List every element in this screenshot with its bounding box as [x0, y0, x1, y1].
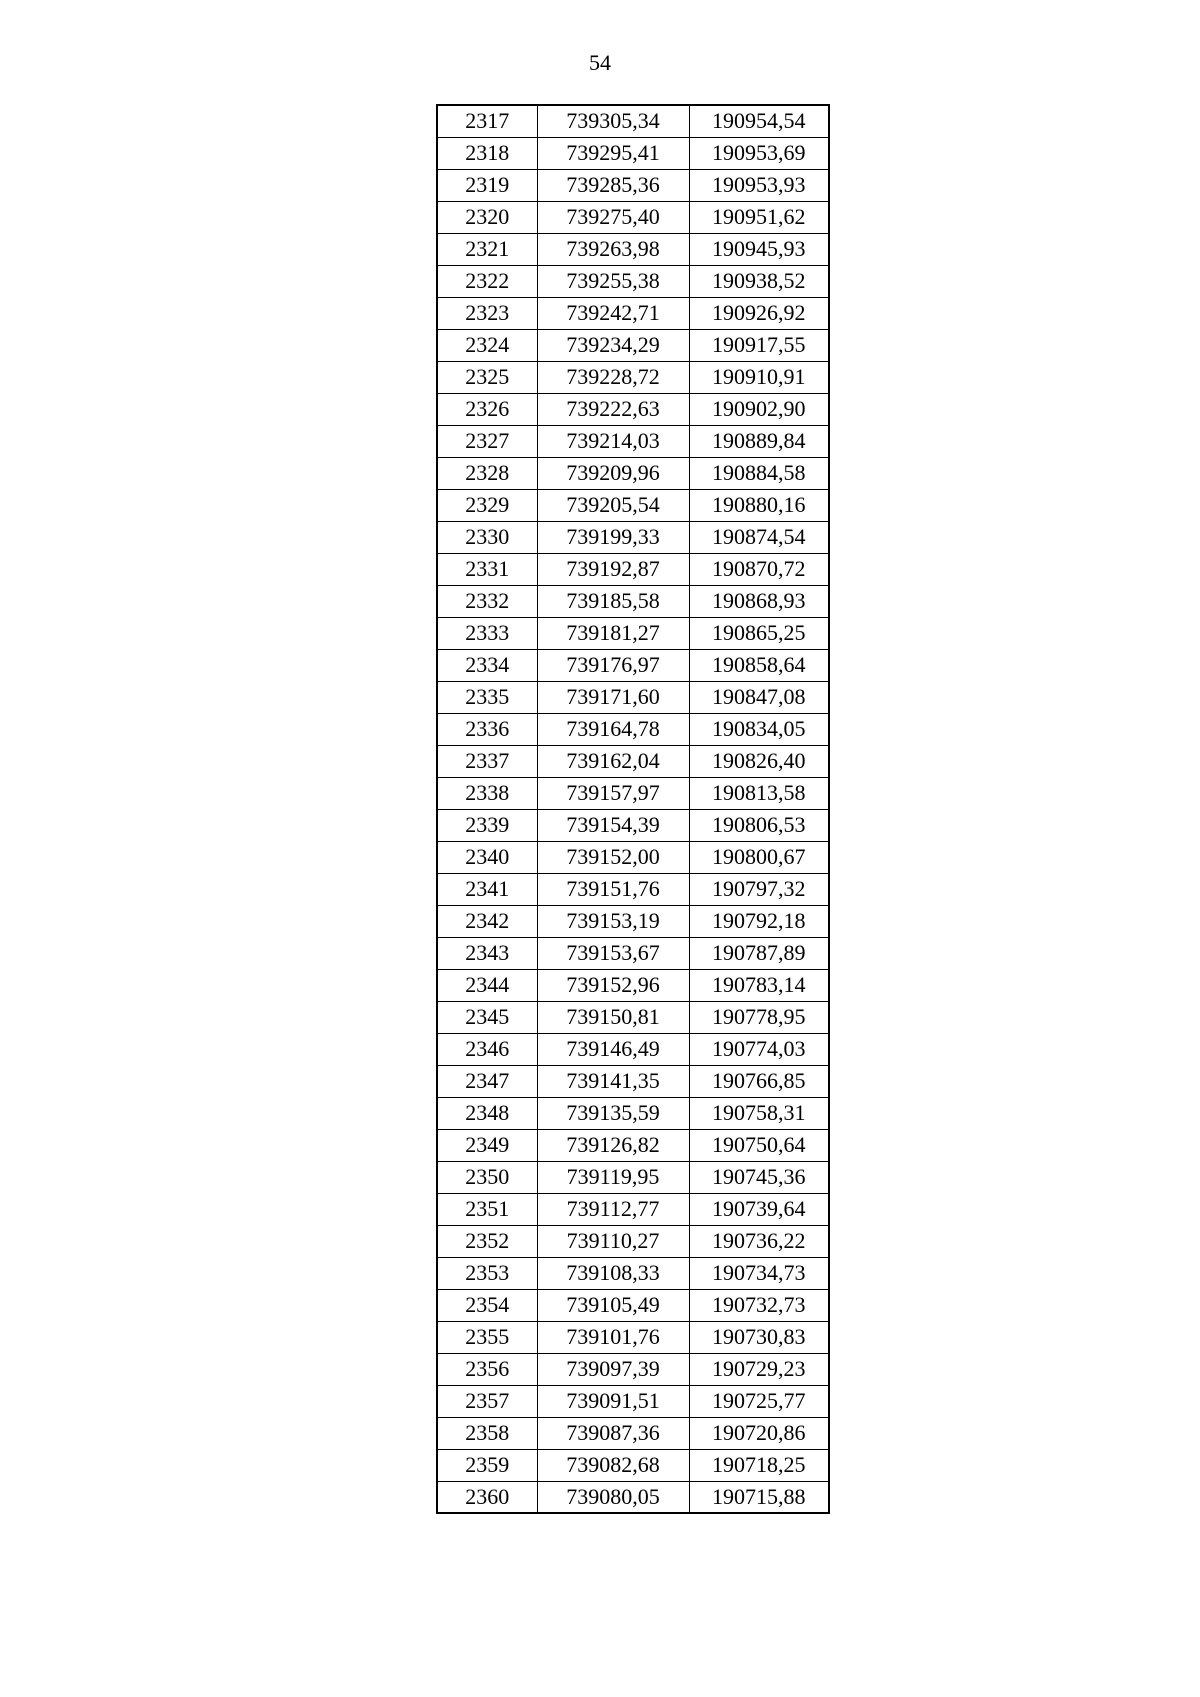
point-number-cell: 2318 — [437, 137, 537, 169]
x-coordinate-cell: 739108,33 — [537, 1257, 689, 1289]
table-row — [437, 681, 829, 713]
y-coordinate-cell: 190902,90 — [689, 393, 829, 425]
y-coordinate-cell: 190884,58 — [689, 457, 829, 489]
y-coordinate-cell: 190778,95 — [689, 1001, 829, 1033]
point-number-cell: 2337 — [437, 745, 537, 777]
y-coordinate-cell: 190800,67 — [689, 841, 829, 873]
point-number-cell: 2348 — [437, 1097, 537, 1129]
x-coordinate-cell: 739080,05 — [537, 1481, 689, 1513]
x-coordinate-cell: 739192,87 — [537, 553, 689, 585]
table-row — [437, 393, 829, 425]
y-coordinate-cell: 190732,73 — [689, 1289, 829, 1321]
y-coordinate-cell: 190745,36 — [689, 1161, 829, 1193]
table-row — [437, 1065, 829, 1097]
point-number-cell: 2331 — [437, 553, 537, 585]
y-coordinate-cell: 190792,18 — [689, 905, 829, 937]
x-coordinate-cell: 739222,63 — [537, 393, 689, 425]
y-coordinate-cell: 190715,88 — [689, 1481, 829, 1513]
table-row — [437, 425, 829, 457]
x-coordinate-cell: 739157,97 — [537, 777, 689, 809]
x-coordinate-cell: 739205,54 — [537, 489, 689, 521]
point-number-cell: 2329 — [437, 489, 537, 521]
x-coordinate-cell: 739176,97 — [537, 649, 689, 681]
y-coordinate-cell: 190917,55 — [689, 329, 829, 361]
point-number-cell: 2349 — [437, 1129, 537, 1161]
table-row — [437, 201, 829, 233]
table-row — [437, 297, 829, 329]
point-number-cell: 2323 — [437, 297, 537, 329]
table-row — [437, 1449, 829, 1481]
x-coordinate-cell: 739228,72 — [537, 361, 689, 393]
point-number-cell: 2347 — [437, 1065, 537, 1097]
y-coordinate-cell: 190725,77 — [689, 1385, 829, 1417]
table-row — [437, 1353, 829, 1385]
point-number-cell: 2339 — [437, 809, 537, 841]
y-coordinate-cell: 190938,52 — [689, 265, 829, 297]
y-coordinate-cell: 190868,93 — [689, 585, 829, 617]
y-coordinate-cell: 190718,25 — [689, 1449, 829, 1481]
point-number-cell: 2354 — [437, 1289, 537, 1321]
x-coordinate-cell: 739141,35 — [537, 1065, 689, 1097]
x-coordinate-cell: 739285,36 — [537, 169, 689, 201]
x-coordinate-cell: 739305,34 — [537, 105, 689, 137]
point-number-cell: 2345 — [437, 1001, 537, 1033]
point-number-cell: 2324 — [437, 329, 537, 361]
table-row — [437, 585, 829, 617]
table-row — [437, 1257, 829, 1289]
table-row — [437, 873, 829, 905]
point-number-cell: 2320 — [437, 201, 537, 233]
table-row — [437, 1161, 829, 1193]
x-coordinate-cell: 739152,96 — [537, 969, 689, 1001]
table-row — [437, 1193, 829, 1225]
table-row — [437, 489, 829, 521]
point-number-cell: 2350 — [437, 1161, 537, 1193]
table-row — [437, 1481, 829, 1513]
y-coordinate-cell: 190858,64 — [689, 649, 829, 681]
x-coordinate-cell: 739146,49 — [537, 1033, 689, 1065]
x-coordinate-cell: 739164,78 — [537, 713, 689, 745]
x-coordinate-cell: 739171,60 — [537, 681, 689, 713]
table-row — [437, 969, 829, 1001]
point-number-cell: 2327 — [437, 425, 537, 457]
page-number: 54 — [589, 50, 611, 75]
x-coordinate-cell: 739126,82 — [537, 1129, 689, 1161]
x-coordinate-cell: 739101,76 — [537, 1321, 689, 1353]
table-row — [437, 809, 829, 841]
x-coordinate-cell: 739162,04 — [537, 745, 689, 777]
table-row — [437, 777, 829, 809]
x-coordinate-cell: 739295,41 — [537, 137, 689, 169]
point-number-cell: 2332 — [437, 585, 537, 617]
y-coordinate-cell: 190813,58 — [689, 777, 829, 809]
point-number-cell: 2357 — [437, 1385, 537, 1417]
point-number-cell: 2330 — [437, 521, 537, 553]
table-row — [437, 649, 829, 681]
y-coordinate-cell: 190953,69 — [689, 137, 829, 169]
point-number-cell: 2338 — [437, 777, 537, 809]
table-row — [437, 1385, 829, 1417]
y-coordinate-cell: 190750,64 — [689, 1129, 829, 1161]
y-coordinate-cell: 190954,54 — [689, 105, 829, 137]
point-number-cell: 2359 — [437, 1449, 537, 1481]
y-coordinate-cell: 190826,40 — [689, 745, 829, 777]
coordinates-table — [436, 104, 830, 1514]
table-row — [437, 1321, 829, 1353]
y-coordinate-cell: 190910,91 — [689, 361, 829, 393]
x-coordinate-cell: 739214,03 — [537, 425, 689, 457]
x-coordinate-cell: 739255,38 — [537, 265, 689, 297]
y-coordinate-cell: 190787,89 — [689, 937, 829, 969]
table-row — [437, 841, 829, 873]
point-number-cell: 2325 — [437, 361, 537, 393]
x-coordinate-cell: 739135,59 — [537, 1097, 689, 1129]
point-number-cell: 2358 — [437, 1417, 537, 1449]
x-coordinate-cell: 739112,77 — [537, 1193, 689, 1225]
y-coordinate-cell: 190729,23 — [689, 1353, 829, 1385]
table-row — [437, 1417, 829, 1449]
x-coordinate-cell: 739105,49 — [537, 1289, 689, 1321]
table-row — [437, 1289, 829, 1321]
table-row — [437, 1225, 829, 1257]
point-number-cell: 2355 — [437, 1321, 537, 1353]
y-coordinate-cell: 190739,64 — [689, 1193, 829, 1225]
point-number-cell: 2360 — [437, 1481, 537, 1513]
table-row — [437, 457, 829, 489]
point-number-cell: 2352 — [437, 1225, 537, 1257]
x-coordinate-cell: 739181,27 — [537, 617, 689, 649]
point-number-cell: 2335 — [437, 681, 537, 713]
point-number-cell: 2334 — [437, 649, 537, 681]
y-coordinate-cell: 190806,53 — [689, 809, 829, 841]
x-coordinate-cell: 739153,19 — [537, 905, 689, 937]
x-coordinate-cell: 739209,96 — [537, 457, 689, 489]
y-coordinate-cell: 190783,14 — [689, 969, 829, 1001]
table-row — [437, 265, 829, 297]
point-number-cell: 2322 — [437, 265, 537, 297]
y-coordinate-cell: 190951,62 — [689, 201, 829, 233]
point-number-cell: 2353 — [437, 1257, 537, 1289]
y-coordinate-cell: 190874,54 — [689, 521, 829, 553]
point-number-cell: 2319 — [437, 169, 537, 201]
y-coordinate-cell: 190736,22 — [689, 1225, 829, 1257]
y-coordinate-cell: 190734,73 — [689, 1257, 829, 1289]
x-coordinate-cell: 739275,40 — [537, 201, 689, 233]
point-number-cell: 2356 — [437, 1353, 537, 1385]
point-number-cell: 2328 — [437, 457, 537, 489]
x-coordinate-cell: 739242,71 — [537, 297, 689, 329]
x-coordinate-cell: 739199,33 — [537, 521, 689, 553]
table-row — [437, 233, 829, 265]
point-number-cell: 2346 — [437, 1033, 537, 1065]
table-row — [437, 553, 829, 585]
x-coordinate-cell: 739097,39 — [537, 1353, 689, 1385]
y-coordinate-cell: 190758,31 — [689, 1097, 829, 1129]
y-coordinate-cell: 190865,25 — [689, 617, 829, 649]
point-number-cell: 2341 — [437, 873, 537, 905]
y-coordinate-cell: 190889,84 — [689, 425, 829, 457]
y-coordinate-cell: 190730,83 — [689, 1321, 829, 1353]
table-row — [437, 329, 829, 361]
point-number-cell: 2342 — [437, 905, 537, 937]
x-coordinate-cell: 739082,68 — [537, 1449, 689, 1481]
x-coordinate-cell: 739150,81 — [537, 1001, 689, 1033]
point-number-cell: 2326 — [437, 393, 537, 425]
point-number-cell: 2317 — [437, 105, 537, 137]
point-number-cell: 2351 — [437, 1193, 537, 1225]
table-row — [437, 937, 829, 969]
x-coordinate-cell: 739263,98 — [537, 233, 689, 265]
point-number-cell: 2333 — [437, 617, 537, 649]
y-coordinate-cell: 190720,86 — [689, 1417, 829, 1449]
y-coordinate-cell: 190766,85 — [689, 1065, 829, 1097]
x-coordinate-cell: 739151,76 — [537, 873, 689, 905]
y-coordinate-cell: 190880,16 — [689, 489, 829, 521]
table-row — [437, 1001, 829, 1033]
table-row — [437, 745, 829, 777]
y-coordinate-cell: 190870,72 — [689, 553, 829, 585]
x-coordinate-cell: 739234,29 — [537, 329, 689, 361]
y-coordinate-cell: 190797,32 — [689, 873, 829, 905]
y-coordinate-cell: 190774,03 — [689, 1033, 829, 1065]
y-coordinate-cell: 190834,05 — [689, 713, 829, 745]
x-coordinate-cell: 739154,39 — [537, 809, 689, 841]
table-row — [437, 1097, 829, 1129]
table-row — [437, 617, 829, 649]
table-row — [437, 905, 829, 937]
x-coordinate-cell: 739087,36 — [537, 1417, 689, 1449]
table-row — [437, 1033, 829, 1065]
table-row — [437, 105, 829, 137]
x-coordinate-cell: 739091,51 — [537, 1385, 689, 1417]
x-coordinate-cell: 739153,67 — [537, 937, 689, 969]
point-number-cell: 2343 — [437, 937, 537, 969]
y-coordinate-cell: 190953,93 — [689, 169, 829, 201]
table-row — [437, 169, 829, 201]
table-row — [437, 713, 829, 745]
point-number-cell: 2336 — [437, 713, 537, 745]
point-number-cell: 2321 — [437, 233, 537, 265]
point-number-cell: 2340 — [437, 841, 537, 873]
y-coordinate-cell: 190945,93 — [689, 233, 829, 265]
table-row — [437, 361, 829, 393]
coordinates-table-body — [437, 105, 829, 1513]
table-row — [437, 137, 829, 169]
table-row — [437, 1129, 829, 1161]
table-row — [437, 521, 829, 553]
x-coordinate-cell: 739185,58 — [537, 585, 689, 617]
y-coordinate-cell: 190926,92 — [689, 297, 829, 329]
point-number-cell: 2344 — [437, 969, 537, 1001]
x-coordinate-cell: 739119,95 — [537, 1161, 689, 1193]
x-coordinate-cell: 739152,00 — [537, 841, 689, 873]
y-coordinate-cell: 190847,08 — [689, 681, 829, 713]
x-coordinate-cell: 739110,27 — [537, 1225, 689, 1257]
